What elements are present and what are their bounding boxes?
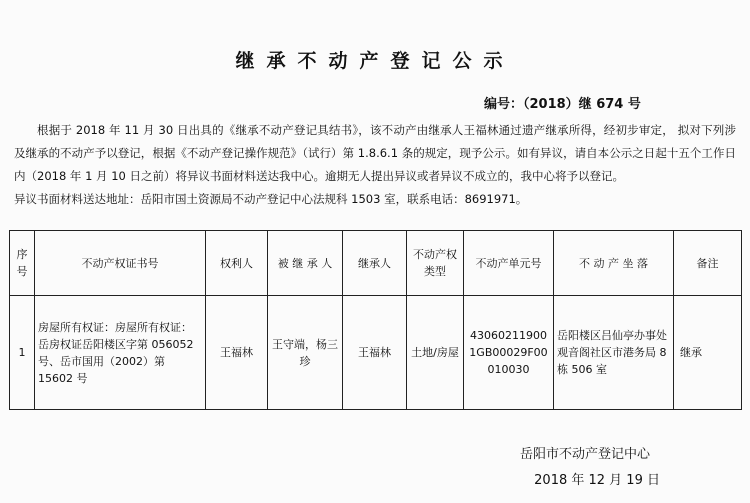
- notice-body: [14, 119, 736, 211]
- issuing-organization: 岳阳市不动产登记中心: [519, 447, 650, 462]
- registration-table: [9, 230, 742, 410]
- header-location: 不 动 产 坐 落: [554, 231, 674, 296]
- document-number: 编号：（2018）继 674 号: [484, 97, 641, 112]
- cell-unit: 430602119001GB00029F00010030: [464, 296, 554, 410]
- header-remark: 备注: [674, 231, 742, 296]
- header-type: 不动产权类型: [407, 231, 464, 296]
- table-header-row: [10, 231, 742, 296]
- cell-decedent: 王守端，杨三珍: [268, 296, 343, 410]
- header-owner: 权利人: [206, 231, 268, 296]
- notice-paragraph: 根据于 2018 年 11 月 30 日出具的《继承不动产登记具结书》，该不动产由继承人王福林通过遗产继承所得，经初步审定， 拟对下列涉及继承的不动产予以登记，根据《不动产登记操作规范》（试行）第 1.8.6.1 条的规定，现予公示。如有异议，请自本公示之日起十五个工作日内（2018 年 1 月 10 日之前）将异议书面材料送达我中心。逾期无人提出异议或者异议不成立的，我中心将予以登记。: [14, 123, 736, 183]
- signature-block: [520, 442, 660, 494]
- objection-address-paragraph: 异议书面材料送达地址：岳阳市国土资源局不动产登记中心法规科 1503 室，联系电话：8691971。: [14, 192, 528, 206]
- header-decedent: 被 继 承 人: [268, 231, 343, 296]
- cell-cert: 房屋所有权证：房屋所有权证：岳房权证岳阳楼区字第 056052 号、岳市国用（2002）第 15602 号: [35, 296, 206, 410]
- cell-location: 岳阳楼区吕仙亭办事处观音阁社区市港务局 8 栋 506 室: [554, 296, 674, 410]
- header-no: 序号: [10, 231, 35, 296]
- cell-remark: 继承: [674, 296, 742, 410]
- page-title: 继承不动产登记公示: [235, 50, 515, 72]
- header-cert: 不动产权证书号: [35, 231, 206, 296]
- header-unit: 不动产单元号: [464, 231, 554, 296]
- header-heir: 继承人: [343, 231, 407, 296]
- cell-heir: 王福林: [343, 296, 407, 410]
- cell-no: 1: [10, 296, 35, 410]
- cell-type: 土地/房屋: [407, 296, 464, 410]
- issue-date: 2018 年 12 月 19 日: [534, 473, 660, 488]
- cell-owner: 王福林: [206, 296, 268, 410]
- table-row: [10, 296, 742, 410]
